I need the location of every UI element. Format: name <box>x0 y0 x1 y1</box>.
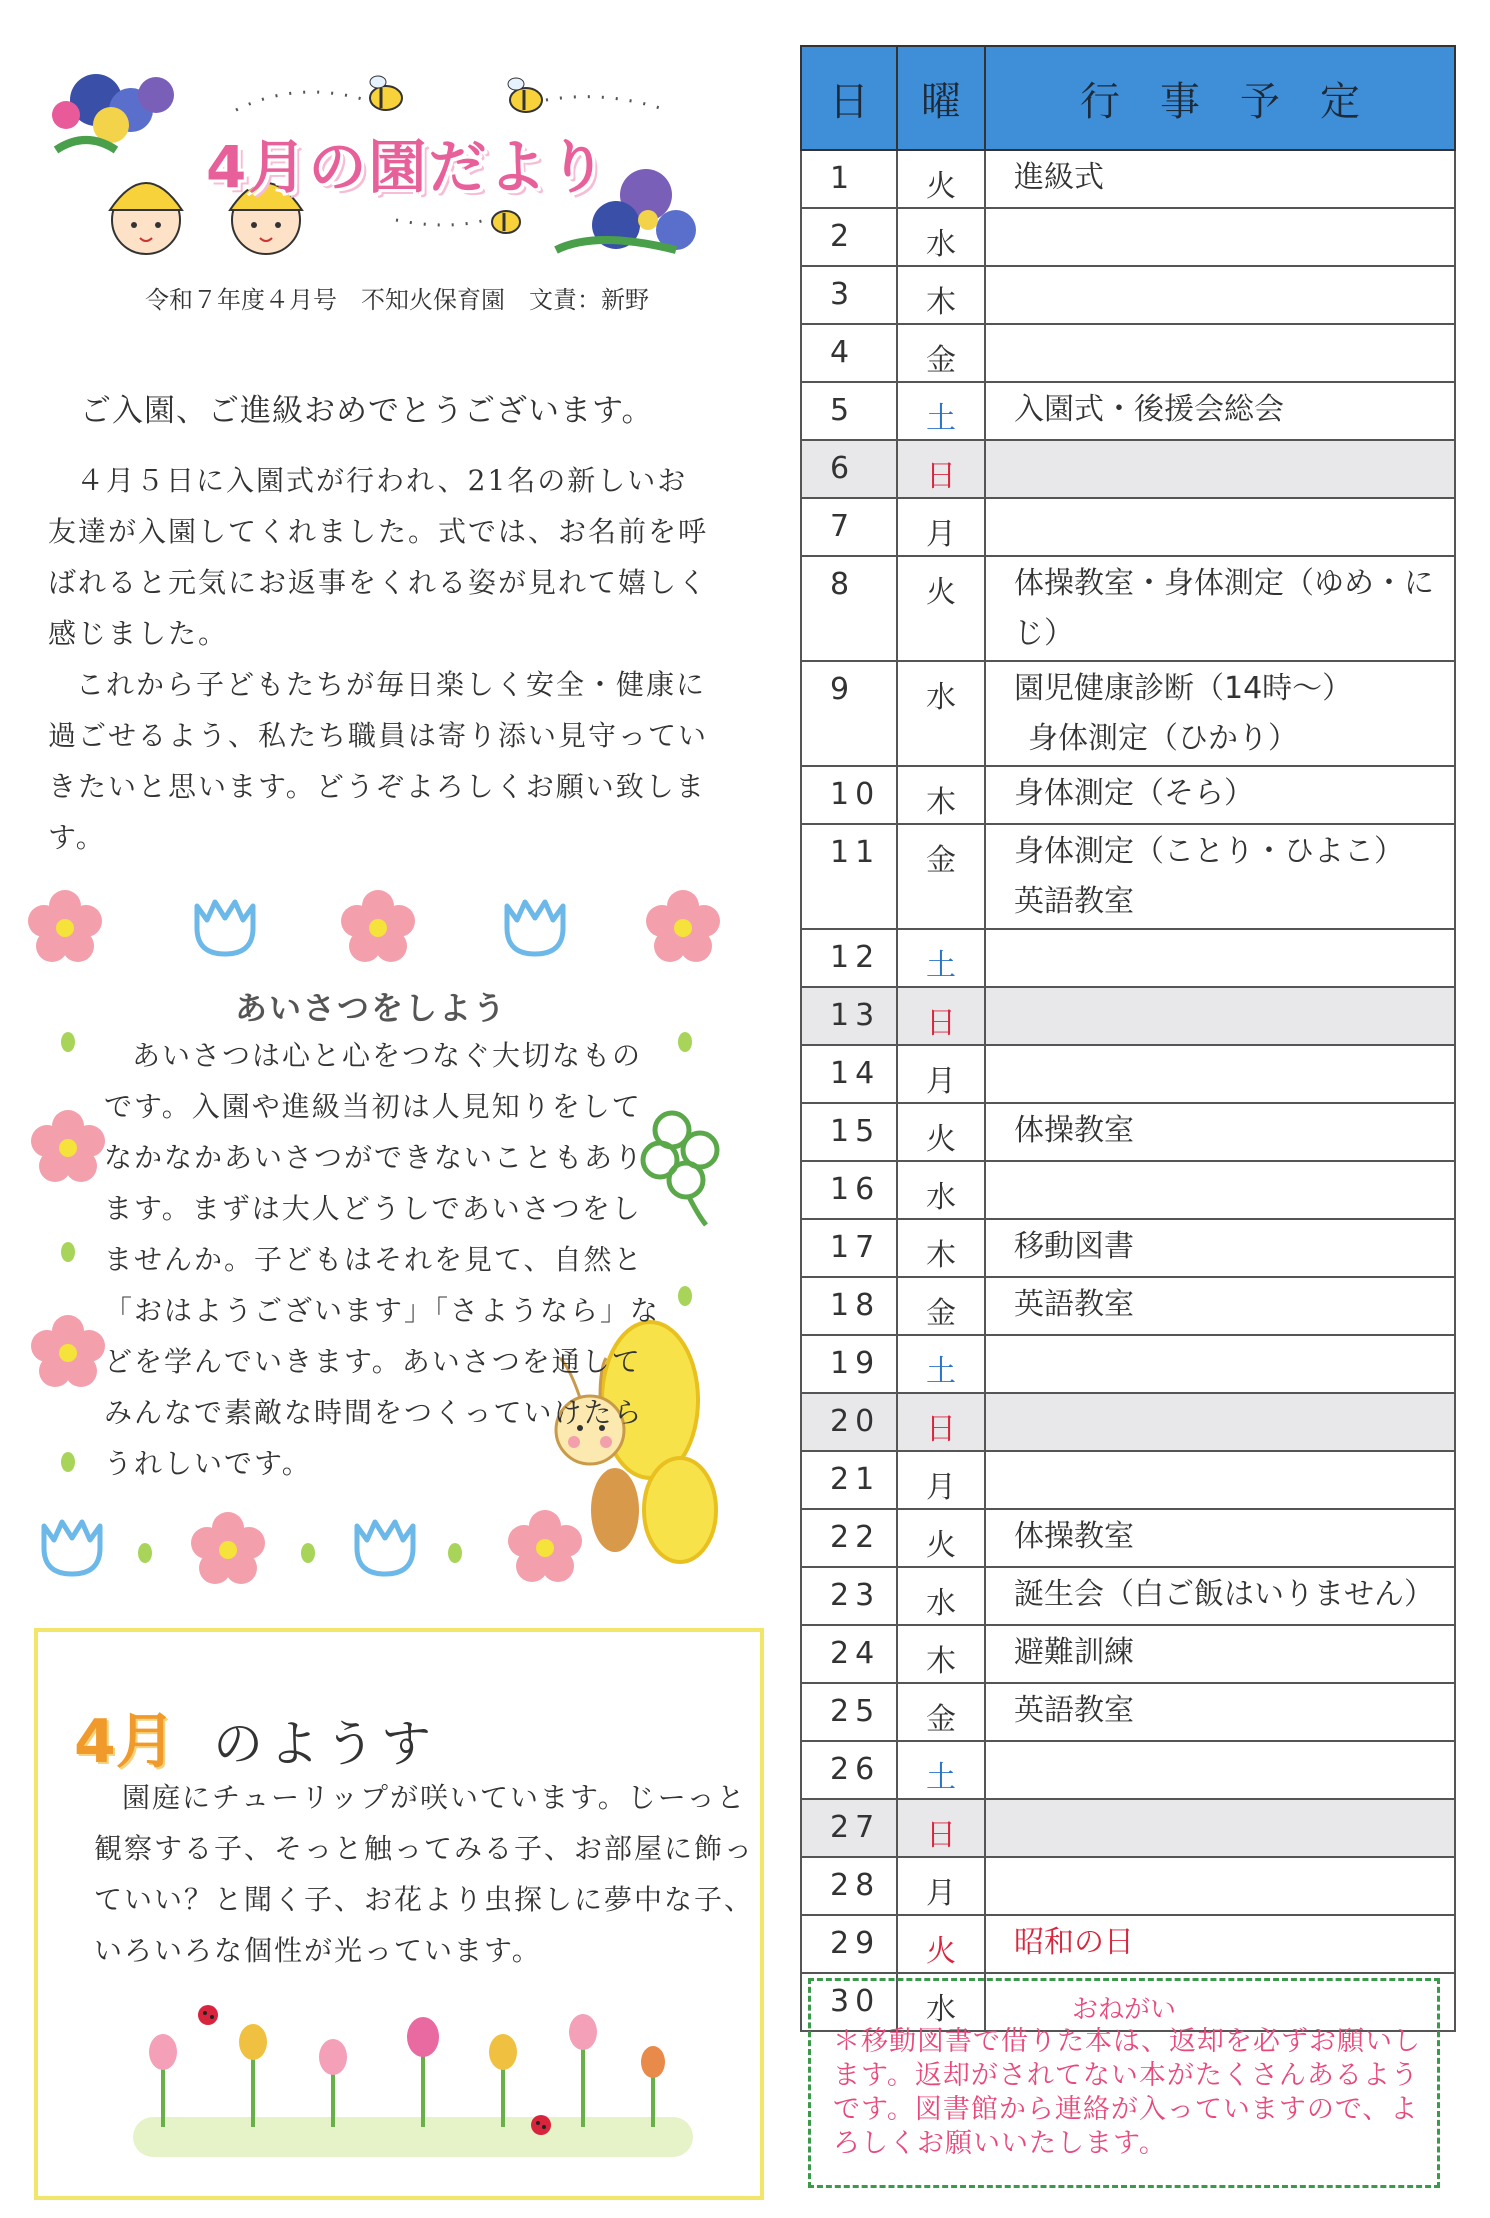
schedule-event <box>985 1451 1455 1509</box>
header-day: 日 <box>801 46 897 150</box>
schedule-weekday: 金 <box>897 1277 985 1335</box>
schedule-row <box>801 824 1455 929</box>
schedule-weekday: 土 <box>897 1335 985 1393</box>
schedule-event <box>985 661 1455 766</box>
schedule-row <box>801 766 1455 824</box>
schedule-weekday: 水 <box>897 1567 985 1625</box>
yousu-label: のようす <box>213 1715 437 1773</box>
schedule-weekday: 金 <box>897 1683 985 1741</box>
schedule-row <box>801 1857 1455 1915</box>
greeting-heading: ご入園、ご進級おめでとうございます。 <box>80 393 654 429</box>
schedule-event <box>985 1045 1455 1103</box>
schedule-weekday: 金 <box>897 824 985 929</box>
schedule-event-line: 体操教室 <box>1014 1113 1134 1148</box>
schedule-row <box>801 1509 1455 1567</box>
schedule-day: 20 <box>801 1393 897 1451</box>
schedule-weekday: 水 <box>897 1973 985 2031</box>
schedule-row <box>801 1683 1455 1741</box>
schedule-weekday: 月 <box>897 1857 985 1915</box>
yousu-body <box>94 1772 754 1976</box>
schedule-weekday: 火 <box>897 1103 985 1161</box>
schedule-weekday: 日 <box>897 1393 985 1451</box>
schedule-day: 9 <box>801 661 897 766</box>
schedule-day: 2 <box>801 208 897 266</box>
schedule-event-line: 英語教室 <box>1014 1287 1134 1322</box>
schedule-event <box>985 1509 1455 1567</box>
schedule-day: 24 <box>801 1625 897 1683</box>
schedule-event-line: 英語教室 <box>1014 1693 1134 1728</box>
schedule-day: 4 <box>801 324 897 382</box>
schedule-day: 22 <box>801 1509 897 1567</box>
schedule-row <box>801 382 1455 440</box>
pink-flower-icon <box>646 890 720 962</box>
pink-flower-icon <box>508 1510 582 1582</box>
schedule-event-line: 英語教室 <box>1014 884 1134 919</box>
schedule-event <box>985 1915 1455 1973</box>
request-title: おねがい <box>1071 1995 1176 2025</box>
schedule-row <box>801 1045 1455 1103</box>
schedule-row <box>801 1103 1455 1161</box>
schedule-weekday: 月 <box>897 1045 985 1103</box>
aisatsu-body <box>104 1030 664 1489</box>
blue-tulip-icon <box>357 1522 413 1574</box>
pink-flower-icon <box>31 1110 105 1182</box>
newsletter-title-text: 4月の園だより <box>206 133 609 201</box>
schedule-event-line: 入園式・後援会総会 <box>1014 392 1284 427</box>
schedule-event <box>985 440 1455 498</box>
schedule-event <box>985 498 1455 556</box>
greeting-paragraph: これから子どもたちが毎日楽しく安全・健康に過ごせるよう、私たち職員は寄り添い見守っていきたいと思います。どうぞよろしくお願い致します。 <box>48 668 709 854</box>
schedule-day: 11 <box>801 824 897 929</box>
pink-flower-icon <box>31 1315 105 1387</box>
schedule-day: 30 <box>801 1973 897 2031</box>
schedule-day: 23 <box>801 1567 897 1625</box>
header-weekday: 曜 <box>897 46 985 150</box>
request-notice <box>808 1978 1440 2188</box>
schedule-event <box>985 1567 1455 1625</box>
schedule-row <box>801 661 1455 766</box>
schedule-event <box>985 150 1455 208</box>
yousu-section <box>34 1628 764 2200</box>
schedule-header-row <box>801 46 1455 150</box>
schedule-day: 26 <box>801 1741 897 1799</box>
schedule-row <box>801 266 1455 324</box>
schedule-weekday: 月 <box>897 498 985 556</box>
pink-flower-icon <box>341 890 415 962</box>
schedule-weekday: 水 <box>897 1161 985 1219</box>
blue-tulip-icon <box>507 902 563 954</box>
schedule-event <box>985 556 1455 661</box>
schedule-event <box>985 1683 1455 1741</box>
schedule-event-line: 身体測定（ことり・ひよこ） <box>1014 834 1404 869</box>
schedule-row <box>801 1219 1455 1277</box>
schedule-day: 6 <box>801 440 897 498</box>
schedule-event-line: 体操教室 <box>1014 1519 1134 1554</box>
header-event: 行 事 予 定 <box>985 46 1455 150</box>
schedule-day: 10 <box>801 766 897 824</box>
schedule-day: 1 <box>801 150 897 208</box>
aisatsu-title: あいさつをしよう <box>235 989 508 1027</box>
schedule-day: 5 <box>801 382 897 440</box>
schedule-event-line: 体操教室・身体測定（ゆめ・にじ） <box>1014 566 1434 651</box>
schedule-row <box>801 929 1455 987</box>
schedule-weekday: 金 <box>897 324 985 382</box>
schedule-row <box>801 1741 1455 1799</box>
aisatsu-paragraph: あいさつは心と心をつなぐ大切なものです。入園や進級当初は人見知りをしてなかなかあいさつができないこともあります。まずは大人どうしであいさつをしませんか。子どもはそれを見て、自然と「おはようございます」「さようなら」などを学んでいきます。あいさつを通してみんなで素敵な時間をつくっていけたらうれしいです。 <box>104 1039 661 1480</box>
schedule-weekday: 水 <box>897 661 985 766</box>
schedule-row <box>801 440 1455 498</box>
schedule-event <box>985 1277 1455 1335</box>
tulip-flowerbed-icon <box>133 2007 693 2177</box>
request-text: ＊移動図書で借りた本は、返却を必ずお願いします。返却がされてない本がたくさんあるようです。図書館から連絡が入っていますので、よろしくお願いいたします。 <box>833 2026 1421 2159</box>
schedule-event-line: 昭和の日 <box>1014 1925 1134 1960</box>
schedule-event <box>985 766 1455 824</box>
schedule-day: 28 <box>801 1857 897 1915</box>
schedule-event <box>985 1103 1455 1161</box>
schedule-weekday: 日 <box>897 987 985 1045</box>
schedule-event-line: 身体測定（ひかり） <box>1028 721 1298 756</box>
yousu-paragraph: 園庭にチューリップが咲いています。じーっと観察する子、そっと触ってみる子、お部屋に飾っていい？と聞く子、お花より虫探しに夢中な子、いろいろな個性が光っています。 <box>94 1781 755 1967</box>
schedule-weekday: 木 <box>897 766 985 824</box>
schedule-event-line: 園児健康診断（14時～） <box>1014 671 1353 706</box>
schedule-row <box>801 324 1455 382</box>
schedule-weekday: 日 <box>897 440 985 498</box>
schedule-row <box>801 1915 1455 1973</box>
schedule-weekday: 火 <box>897 150 985 208</box>
schedule-event-line: 進級式 <box>1014 160 1104 195</box>
schedule-day: 18 <box>801 1277 897 1335</box>
schedule-event <box>985 1857 1455 1915</box>
schedule-day: 17 <box>801 1219 897 1277</box>
schedule-day: 3 <box>801 266 897 324</box>
schedule-day: 21 <box>801 1451 897 1509</box>
schedule-day: 16 <box>801 1161 897 1219</box>
schedule-row <box>801 208 1455 266</box>
schedule-weekday: 月 <box>897 1451 985 1509</box>
schedule-row <box>801 1335 1455 1393</box>
schedule-row <box>801 987 1455 1045</box>
schedule-day: 27 <box>801 1799 897 1857</box>
schedule-weekday: 土 <box>897 929 985 987</box>
schedule-event <box>985 324 1455 382</box>
schedule-event <box>985 1741 1455 1799</box>
schedule-event <box>985 987 1455 1045</box>
schedule-day: 25 <box>801 1683 897 1741</box>
schedule-weekday: 木 <box>897 1219 985 1277</box>
schedule-row <box>801 556 1455 661</box>
schedule-day: 7 <box>801 498 897 556</box>
schedule-day: 14 <box>801 1045 897 1103</box>
schedule-row <box>801 1393 1455 1451</box>
yousu-month: 4月 <box>74 1707 176 1777</box>
schedule-event <box>985 929 1455 987</box>
schedule-weekday: 木 <box>897 266 985 324</box>
schedule-row <box>801 1799 1455 1857</box>
schedule-event <box>985 1335 1455 1393</box>
schedule-event <box>985 1161 1455 1219</box>
schedule-event-line: 誕生会（白ご飯はいりません） <box>1014 1577 1434 1612</box>
schedule-day: 8 <box>801 556 897 661</box>
schedule-event <box>985 1799 1455 1857</box>
schedule-event <box>985 382 1455 440</box>
schedule-event <box>985 1625 1455 1683</box>
blue-tulip-icon <box>44 1522 100 1574</box>
issue-line: 令和７年度４月号 不知火保育園 文責：新野 <box>145 286 649 314</box>
schedule-day: 29 <box>801 1915 897 1973</box>
schedule-event <box>985 1219 1455 1277</box>
schedule-day: 12 <box>801 929 897 987</box>
schedule-weekday: 木 <box>897 1625 985 1683</box>
schedule-weekday: 土 <box>897 1741 985 1799</box>
schedule-row <box>801 150 1455 208</box>
schedule-table <box>800 45 1456 2032</box>
event-schedule <box>800 45 1456 2032</box>
schedule-event <box>985 266 1455 324</box>
schedule-weekday: 火 <box>897 1509 985 1567</box>
schedule-row <box>801 498 1455 556</box>
schedule-row <box>801 1625 1455 1683</box>
schedule-row <box>801 1277 1455 1335</box>
pink-flower-icon <box>191 1512 265 1584</box>
schedule-event-line: 避難訓練 <box>1014 1635 1134 1670</box>
schedule-weekday: 火 <box>897 556 985 661</box>
schedule-day: 13 <box>801 987 897 1045</box>
schedule-weekday: 日 <box>897 1799 985 1857</box>
schedule-event <box>985 1393 1455 1451</box>
schedule-row <box>801 1451 1455 1509</box>
schedule-weekday: 土 <box>897 382 985 440</box>
schedule-weekday: 水 <box>897 208 985 266</box>
ladybug-icon <box>531 2115 551 2135</box>
greeting-paragraph: ４月５日に入園式が行われ、21名の新しいお友達が入園してくれました。式では、お名前を呼ばれると元気にお返事をくれる姿が見れて嬉しく感じました。 <box>48 464 709 650</box>
schedule-event-line: 身体測定（そら） <box>1014 776 1254 811</box>
schedule-event <box>985 208 1455 266</box>
blue-tulip-icon <box>197 902 253 954</box>
schedule-row <box>801 1567 1455 1625</box>
pink-flower-icon <box>28 890 102 962</box>
schedule-weekday: 火 <box>897 1915 985 1973</box>
schedule-day: 19 <box>801 1335 897 1393</box>
schedule-event-line: 移動図書 <box>1014 1229 1134 1264</box>
schedule-day: 15 <box>801 1103 897 1161</box>
schedule-event <box>985 824 1455 929</box>
ladybug-icon <box>198 2005 218 2025</box>
schedule-row <box>801 1161 1455 1219</box>
